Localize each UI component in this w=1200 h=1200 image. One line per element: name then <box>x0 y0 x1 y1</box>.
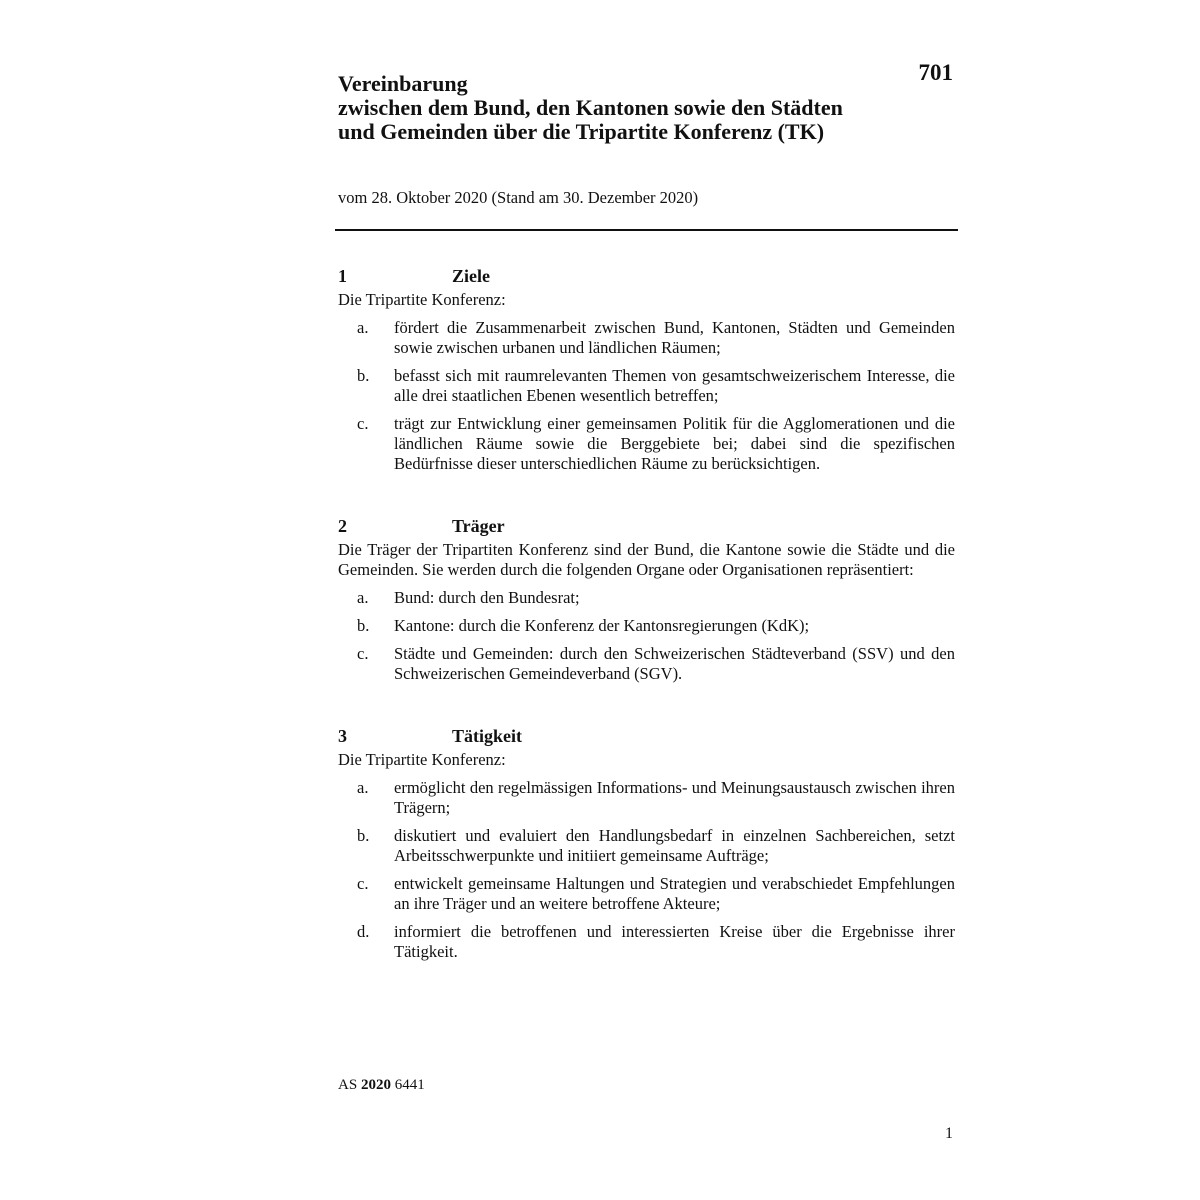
section-heading <box>338 264 955 288</box>
list-item <box>338 826 955 866</box>
date-line: vom 28. Oktober 2020 (Stand am 30. Dezember 2020) <box>338 188 699 207</box>
list-item-letter: b. <box>357 366 370 385</box>
page-number: 1 <box>945 1125 953 1142</box>
list-item-letter: c. <box>357 874 369 893</box>
list-item-text: informiert die betroffenen und interessierten Kreise über die Ergebnisse ihrer Tätigkeit. <box>394 922 955 961</box>
section-list <box>338 778 955 962</box>
list-item-text: Bund: durch den Bundesrat; <box>394 588 580 607</box>
list-item-letter: a. <box>357 318 369 337</box>
section-title: Tätigkeit <box>452 726 522 746</box>
list-item <box>338 922 955 962</box>
list-item-letter: b. <box>357 616 370 635</box>
title-line-3: und Gemeinden über die Tripartite Konferenz (TK) <box>338 119 825 144</box>
section-traeger <box>338 514 955 684</box>
section-title: Träger <box>452 516 505 536</box>
section-heading <box>338 514 955 538</box>
title-line-2: zwischen dem Bund, den Kantonen sowie den Städten <box>338 95 843 120</box>
list-item <box>338 414 955 474</box>
list-item <box>338 778 955 818</box>
section-list <box>338 318 955 474</box>
section-number: 3 <box>338 726 347 746</box>
list-item <box>338 874 955 914</box>
list-item-text: ermöglicht den regelmässigen Informations- und Meinungsaustausch zwischen ihren Trägern; <box>394 778 955 817</box>
as-year: 2020 <box>360 1077 391 1093</box>
section-intro: Die Tripartite Konferenz: <box>338 290 506 309</box>
list-item <box>338 644 955 684</box>
list-item <box>338 318 955 358</box>
as-page: 6441 <box>394 1077 425 1093</box>
list-item <box>338 616 955 636</box>
as-reference <box>338 1075 425 1095</box>
list-item-letter: a. <box>357 778 369 797</box>
section-intro: Die Träger der Tripartiten Konferenz sind der Bund, die Kantone sowie die Städte und die Gemeinden. Sie werden durch die folgenden Organe oder Organisationen repräsentiert: <box>338 540 955 579</box>
section-number: 2 <box>338 516 347 536</box>
document-body <box>338 264 955 1002</box>
list-item-text: fördert die Zusammenarbeit zwischen Bund, Kantonen, Städten und Gemeinden sowie zwischen urbanen und ländlichen Räumen; <box>394 318 955 357</box>
list-item <box>338 366 955 406</box>
list-item-letter: d. <box>357 922 370 941</box>
list-item-letter: c. <box>357 644 369 663</box>
list-item-text: Kantone: durch die Konferenz der Kantonsregierungen (KdK); <box>394 616 810 635</box>
list-item-letter: c. <box>357 414 369 433</box>
title-line-1: Vereinbarung <box>338 71 468 96</box>
as-prefix: AS <box>338 1077 358 1093</box>
list-item-letter: b. <box>357 826 370 845</box>
title-divider <box>335 229 958 231</box>
list-item-text: entwickelt gemeinsame Haltungen und Strategien und verabschiedet Empfehlungen an ihre Träger und an weitere betroffene Akteure; <box>394 874 955 913</box>
list-item-text: diskutiert und evaluiert den Handlungsbedarf in einzelnen Sachbereichen, setzt Arbeitsschwerpunkte und initiiert gemeinsame Aufträge; <box>394 826 955 865</box>
section-taetigkeit <box>338 724 955 962</box>
section-list <box>338 588 955 684</box>
section-intro: Die Tripartite Konferenz: <box>338 750 506 769</box>
section-heading <box>338 724 955 748</box>
section-title: Ziele <box>452 266 490 286</box>
section-number: 1 <box>338 266 347 286</box>
list-item-text: Städte und Gemeinden: durch den Schweizerischen Städteverband (SSV) und den Schweizerischen Gemeindeverband (SGV). <box>394 644 955 683</box>
list-item <box>338 588 955 608</box>
list-item-letter: a. <box>357 588 369 607</box>
section-ziele <box>338 264 955 474</box>
list-item-text: befasst sich mit raumrelevanten Themen von gesamtschweizerischem Interesse, die alle drei staatlichen Ebenen wesentlich betreffen; <box>394 366 955 405</box>
sr-number: 701 <box>918 60 953 85</box>
document-title <box>338 72 938 144</box>
list-item-text: trägt zur Entwicklung einer gemeinsamen Politik für die Agglomerationen und die ländlichen Räume sowie die Berggebiete bei; dabei sind die spezifischen Bedürfnisse dieser unterschiedlichen Räume zu berücksichtigen. <box>394 414 955 473</box>
